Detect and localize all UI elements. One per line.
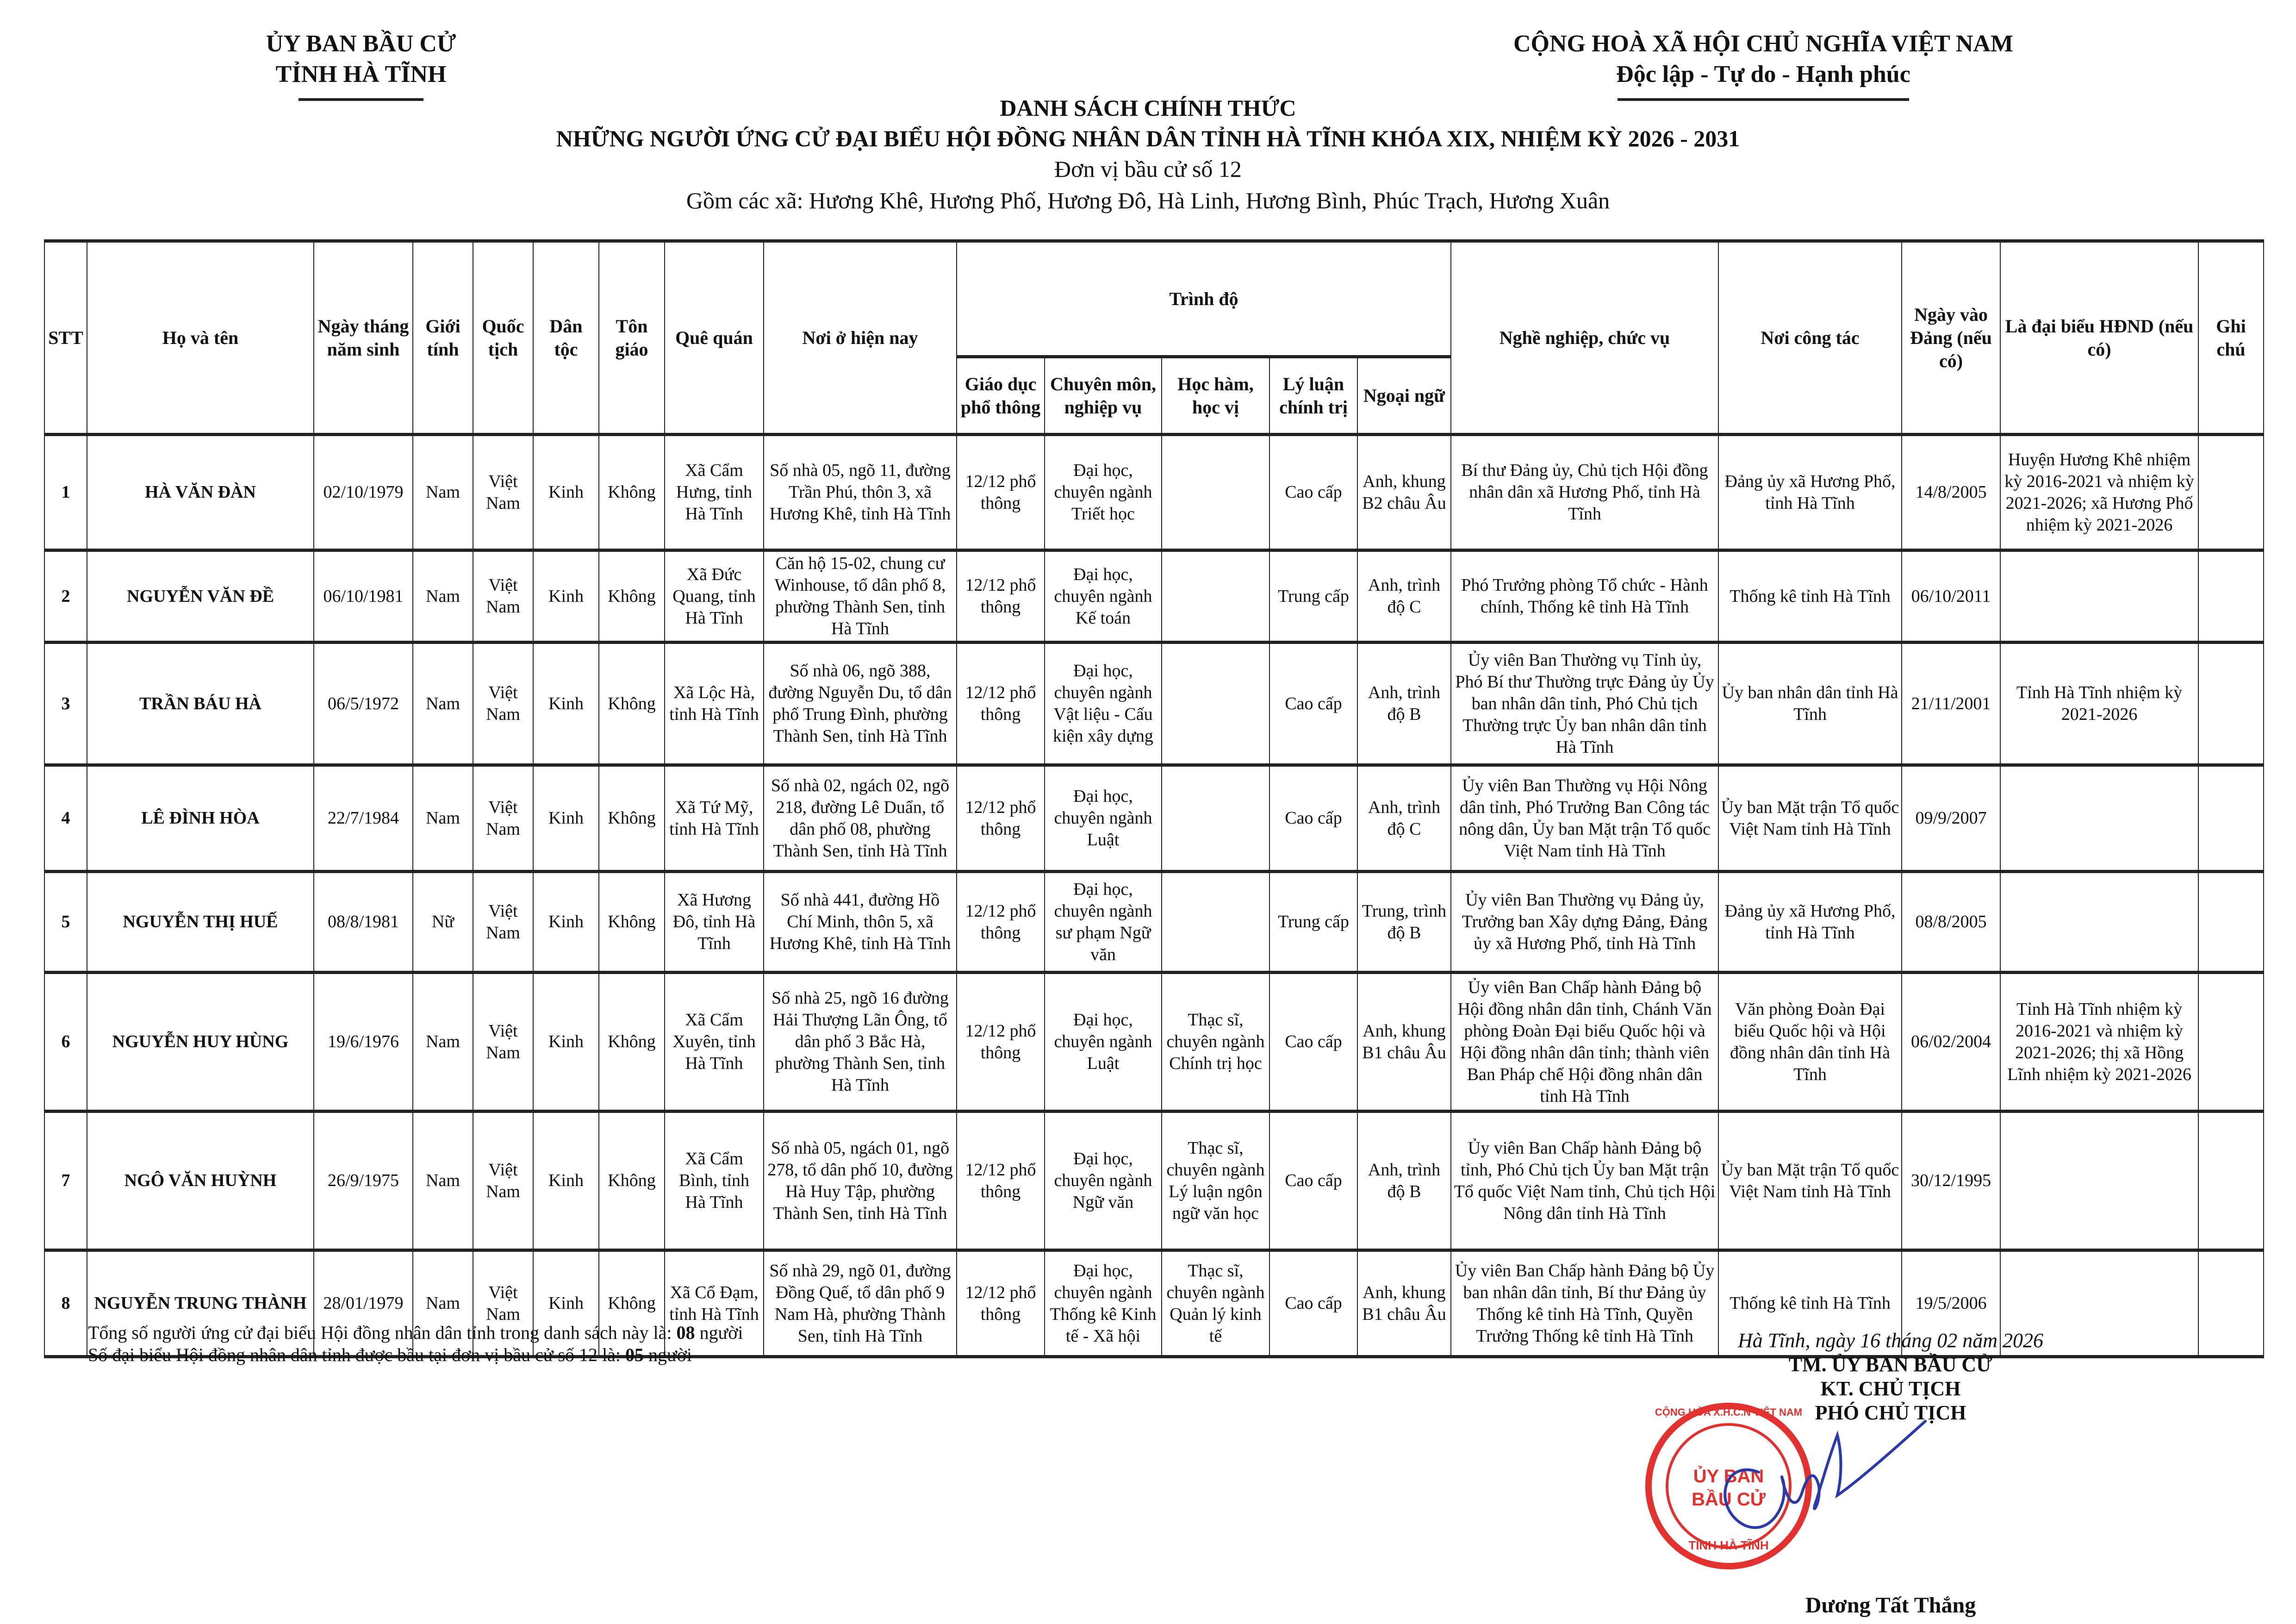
cell-politics: Cao cấp xyxy=(1269,643,1357,765)
cell-hometown: Xã Cẩm Xuyên, tỉnh Hà Tĩnh xyxy=(665,973,764,1112)
cell-hometown: Xã Đức Quang, tỉnh Hà Tĩnh xyxy=(665,550,764,643)
header-residence: Nơi ở hiện nay xyxy=(764,241,957,435)
cell-politics: Cao cấp xyxy=(1269,435,1357,550)
cell-hometown: Xã Cổ Đạm, tỉnh Hà Tĩnh xyxy=(665,1250,764,1357)
cell-gender: Nữ xyxy=(413,872,473,973)
cell-ethnicity: Kinh xyxy=(533,550,599,643)
cell-politics: Cao cấp xyxy=(1269,1112,1357,1250)
cell-degree xyxy=(1162,643,1269,765)
cell-note xyxy=(2198,1250,2264,1357)
cell-religion: Không xyxy=(599,973,665,1112)
summary-seats xyxy=(88,1344,743,1366)
cell-name: HÀ VĂN ĐÀN xyxy=(87,435,314,550)
cell-party-date: 09/9/2007 xyxy=(1902,765,2000,872)
header-politics: Lý luận chính trị xyxy=(1269,357,1357,435)
cell-language: Anh, trình độ B xyxy=(1357,1112,1451,1250)
cell-name: TRẦN BÁU HÀ xyxy=(87,643,314,765)
cell-name: NGUYỄN HUY HÙNG xyxy=(87,973,314,1112)
cell-gender: Nam xyxy=(413,550,473,643)
cell-hometown: Xã Cẩm Hưng, tỉnh Hà Tĩnh xyxy=(665,435,764,550)
table-row xyxy=(44,765,2264,872)
cell-note xyxy=(2198,435,2264,550)
cell-nationality: Việt Nam xyxy=(473,765,533,872)
cell-language: Anh, trình độ C xyxy=(1357,550,1451,643)
cell-nationality: Việt Nam xyxy=(473,435,533,550)
cell-stt: 4 xyxy=(44,765,87,872)
cell-residence: Số nhà 25, ngõ 16 đường Hải Thượng Lãn Ông, tổ dân phố 3 Bắc Hà, phường Thành Sen, tỉnh Hà Tĩnh xyxy=(764,973,957,1112)
cell-party-date: 21/11/2001 xyxy=(1902,643,2000,765)
cell-language: Anh, trình độ B xyxy=(1357,643,1451,765)
issuer-header xyxy=(241,29,481,101)
title-line1: DANH SÁCH CHÍNH THỨC xyxy=(1000,95,1296,121)
cell-general-edu: 12/12 phổ thông xyxy=(957,973,1045,1112)
header-note: Ghi chú xyxy=(2198,241,2264,435)
communes-list: Gồm các xã: Hương Khê, Hương Phố, Hương Đô, Hà Linh, Hương Bình, Phúc Trạch, Hương Xuân xyxy=(686,187,1610,213)
cell-hometown: Xã Cẩm Bình, tỉnh Hà Tĩnh xyxy=(665,1112,764,1250)
cell-occupation: Ủy viên Ban Chấp hành Đảng bộ tỉnh, Phó Chủ tịch Ủy ban Mặt trận Tổ quốc Việt Nam tỉnh, Chủ tịch Hội Nông dân tỉnh Hà Tĩnh xyxy=(1451,1112,1718,1250)
summary-total-count: 08 xyxy=(676,1322,695,1343)
cell-occupation: Bí thư Đảng ủy, Chủ tịch Hội đồng nhân dân xã Hương Phố, tỉnh Hà Tĩnh xyxy=(1451,435,1718,550)
cell-workplace: Đảng ủy xã Hương Phố, tỉnh Hà Tĩnh xyxy=(1718,872,1902,973)
cell-specialty: Đại học, chuyên ngành sư phạm Ngữ văn xyxy=(1045,872,1162,973)
cell-party-date: 06/10/2011 xyxy=(1902,550,2000,643)
header-dob: Ngày tháng năm sinh xyxy=(314,241,413,435)
cell-name: NGUYỄN THỊ HUẾ xyxy=(87,872,314,973)
cell-gender: Nam xyxy=(413,973,473,1112)
cell-delegate xyxy=(2000,550,2198,643)
cell-general-edu: 12/12 phổ thông xyxy=(957,1250,1045,1357)
cell-residence: Số nhà 05, ngách 01, ngõ 278, tổ dân phố 10, đường Hà Huy Tập, phường Thành Sen, tỉnh Hà Tĩnh xyxy=(764,1112,957,1250)
cell-residence: Số nhà 05, ngõ 11, đường Trần Phú, thôn 3, xã Hương Khê, tỉnh Hà Tĩnh xyxy=(764,435,957,550)
header-religion: Tôn giáo xyxy=(599,241,665,435)
handwritten-signature xyxy=(1703,1407,1935,1546)
cell-dob: 22/7/1984 xyxy=(314,765,413,872)
cell-nationality: Việt Nam xyxy=(473,1250,533,1357)
header-degree: Học hàm, học vị xyxy=(1162,357,1269,435)
cell-name: NGUYỄN TRUNG THÀNH xyxy=(87,1250,314,1357)
header-party-date: Ngày vào Đảng (nếu có) xyxy=(1902,241,2000,435)
cell-workplace: Văn phòng Đoàn Đại biểu Quốc hội và Hội đồng nhân dân tỉnh Hà Tĩnh xyxy=(1718,973,1902,1112)
cell-language: Anh, khung B1 châu Âu xyxy=(1357,1250,1451,1357)
cell-nationality: Việt Nam xyxy=(473,973,533,1112)
cell-specialty: Đại học, chuyên ngành Luật xyxy=(1045,973,1162,1112)
cell-religion: Không xyxy=(599,765,665,872)
signing-date: Hà Tĩnh, ngày 16 tháng 02 năm 2026 xyxy=(1738,1329,2043,1352)
cell-note xyxy=(2198,643,2264,765)
cell-party-date: 06/02/2004 xyxy=(1902,973,2000,1112)
cell-dob: 06/5/1972 xyxy=(314,643,413,765)
national-motto: Độc lập - Tự do - Hạnh phúc xyxy=(1616,61,1910,87)
cell-degree xyxy=(1162,550,1269,643)
cell-politics: Trung cấp xyxy=(1269,550,1357,643)
table-row xyxy=(44,643,2264,765)
cell-specialty: Đại học, chuyên ngành Ngữ văn xyxy=(1045,1112,1162,1250)
header-name: Họ và tên xyxy=(87,241,314,435)
signing-org: TM. ỦY BAN BẦU CỬ xyxy=(1788,1353,1993,1376)
cell-ethnicity: Kinh xyxy=(533,765,599,872)
cell-politics: Cao cấp xyxy=(1269,973,1357,1112)
summary-total-candidates xyxy=(88,1322,743,1344)
cell-delegate xyxy=(2000,872,2198,973)
title-line2: NHỮNG NGƯỜI ỨNG CỬ ĐẠI BIỂU HỘI ĐỒNG NHÂN DÂN TỈNH HÀ TĨNH KHÓA XIX, NHIỆM KỲ 2026 - 2031 xyxy=(556,125,1740,151)
cell-general-edu: 12/12 phổ thông xyxy=(957,550,1045,643)
cell-residence: Căn hộ 15-02, chung cư Winhouse, tổ dân phố 8, phường Thành Sen, tỉnh Hà Tĩnh xyxy=(764,550,957,643)
seal-center-line2: BẦU CỬ xyxy=(1692,1489,1766,1510)
header-education-group: Trình độ xyxy=(957,241,1451,357)
cell-note xyxy=(2198,1112,2264,1250)
cell-occupation: Ủy viên Ban Chấp hành Đảng bộ Ủy ban nhân dân tỉnh, Bí thư Đảng ủy Thống kê tỉnh Hà Tĩnh, Quyền Trưởng Thống kê tỉnh Hà Tĩnh xyxy=(1451,1250,1718,1357)
header-nationality: Quốc tịch xyxy=(473,241,533,435)
cell-hometown: Xã Hương Đô, tỉnh Hà Tĩnh xyxy=(665,872,764,973)
cell-name: NGUYỄN VĂN ĐỀ xyxy=(87,550,314,643)
cell-delegate: Tỉnh Hà Tĩnh nhiệm kỳ 2016-2021 và nhiệm kỳ 2021-2026; thị xã Hồng Lĩnh nhiệm kỳ 2021-2026 xyxy=(2000,973,2198,1112)
cell-workplace: Ủy ban Mặt trận Tổ quốc Việt Nam tỉnh Hà Tĩnh xyxy=(1718,1112,1902,1250)
cell-name: LÊ ĐÌNH HÒA xyxy=(87,765,314,872)
cell-specialty: Đại học, chuyên ngành Luật xyxy=(1045,765,1162,872)
cell-language: Anh, khung B2 châu Âu xyxy=(1357,435,1451,550)
header-gender: Giới tính xyxy=(413,241,473,435)
cell-ethnicity: Kinh xyxy=(533,973,599,1112)
cell-specialty: Đại học, chuyên ngành Vật liệu - Cấu kiện xây dựng xyxy=(1045,643,1162,765)
table-row xyxy=(44,435,2264,550)
cell-note xyxy=(2198,765,2264,872)
cell-dob: 19/6/1976 xyxy=(314,973,413,1112)
cell-gender: Nam xyxy=(413,1112,473,1250)
cell-nationality: Việt Nam xyxy=(473,550,533,643)
cell-dob: 08/8/1981 xyxy=(314,872,413,973)
cell-religion: Không xyxy=(599,643,665,765)
cell-note xyxy=(2198,973,2264,1112)
cell-nationality: Việt Nam xyxy=(473,643,533,765)
signer-name: Dương Tất Thắng xyxy=(1805,1593,1976,1618)
cell-note xyxy=(2198,872,2264,973)
cell-specialty: Đại học, chuyên ngành Triết học xyxy=(1045,435,1162,550)
cell-workplace: Ủy ban Mặt trận Tổ quốc Việt Nam tỉnh Hà Tĩnh xyxy=(1718,765,1902,872)
cell-stt: 7 xyxy=(44,1112,87,1250)
cell-politics: Cao cấp xyxy=(1269,1250,1357,1357)
cell-stt: 8 xyxy=(44,1250,87,1357)
cell-occupation: Ủy viên Ban Thường vụ Tỉnh ủy, Phó Bí thư Thường trực Đảng ủy Ủy ban nhân dân tỉnh, Phó Chủ tịch Thường trực Ủy ban nhân dân tỉnh Hà Tĩnh xyxy=(1451,643,1718,765)
header-hometown: Quê quán xyxy=(665,241,764,435)
cell-workplace: Thống kê tỉnh Hà Tĩnh xyxy=(1718,550,1902,643)
cell-party-date: 14/8/2005 xyxy=(1902,435,2000,550)
cell-degree: Thạc sĩ, chuyên ngành Chính trị học xyxy=(1162,973,1269,1112)
cell-degree: Thạc sĩ, chuyên ngành Quản lý kinh tế xyxy=(1162,1250,1269,1357)
cell-stt: 3 xyxy=(44,643,87,765)
cell-stt: 6 xyxy=(44,973,87,1112)
cell-workplace: Ủy ban nhân dân tỉnh Hà Tĩnh xyxy=(1718,643,1902,765)
header-workplace: Nơi công tác xyxy=(1718,241,1902,435)
cell-residence: Số nhà 29, ngõ 01, đường Đồng Quế, tổ dân phố 9 Nam Hà, phường Thành Sen, tỉnh Hà Tĩnh xyxy=(764,1250,957,1357)
header-general-edu: Giáo dục phổ thông xyxy=(957,357,1045,435)
cell-nationality: Việt Nam xyxy=(473,872,533,973)
cell-nationality: Việt Nam xyxy=(473,1112,533,1250)
cell-religion: Không xyxy=(599,1112,665,1250)
cell-note xyxy=(2198,550,2264,643)
header-occupation: Nghề nghiệp, chức vụ xyxy=(1451,241,1718,435)
cell-specialty: Đại học, chuyên ngành Kế toán xyxy=(1045,550,1162,643)
table-row xyxy=(44,872,2264,973)
cell-delegate: Tỉnh Hà Tĩnh nhiệm kỳ 2021-2026 xyxy=(2000,643,2198,765)
cell-dob: 02/10/1979 xyxy=(314,435,413,550)
cell-delegate: Huyện Hương Khê nhiệm kỳ 2016-2021 và nhiệm kỳ 2021-2026; xã Hương Phố nhiệm kỳ 2021-2026 xyxy=(2000,435,2198,550)
cell-general-edu: 12/12 phổ thông xyxy=(957,765,1045,872)
cell-stt: 5 xyxy=(44,872,87,973)
national-name: CỘNG HOÀ XÃ HỘI CHỦ NGHĨA VIỆT NAM xyxy=(1513,31,2014,57)
cell-religion: Không xyxy=(599,1250,665,1357)
summary-seats-unit: người xyxy=(648,1344,692,1365)
cell-degree xyxy=(1162,765,1269,872)
cell-specialty: Đại học, chuyên ngành Thống kê Kinh tế - Xã hội xyxy=(1045,1250,1162,1357)
cell-delegate xyxy=(2000,1112,2198,1250)
header-ethnicity: Dân tộc xyxy=(533,241,599,435)
issuer-line2: TỈNH HÀ TĨNH xyxy=(275,61,447,87)
document-title xyxy=(0,93,2296,217)
cell-general-edu: 12/12 phổ thông xyxy=(957,643,1045,765)
summary-total-label: Tổng số người ứng cử đại biểu Hội đồng nhân dân tỉnh trong danh sách này là: xyxy=(88,1322,672,1343)
cell-politics: Cao cấp xyxy=(1269,765,1357,872)
signing-role2: PHÓ CHỦ TỊCH xyxy=(1815,1401,1966,1424)
cell-gender: Nam xyxy=(413,1250,473,1357)
national-header xyxy=(1425,29,2101,101)
cell-ethnicity: Kinh xyxy=(533,435,599,550)
cell-ethnicity: Kinh xyxy=(533,1250,599,1357)
seal-ring-top-text: CỘNG HÒA X.H.C.N VIỆT NAM xyxy=(1655,1406,1803,1418)
header-language: Ngoại ngữ xyxy=(1357,357,1451,435)
cell-name: NGÔ VĂN HUỲNH xyxy=(87,1112,314,1250)
seal-ring-bottom-text: TỈNH HÀ TĨNH xyxy=(1688,1538,1769,1552)
cell-stt: 2 xyxy=(44,550,87,643)
cell-stt: 1 xyxy=(44,435,87,550)
cell-delegate xyxy=(2000,765,2198,872)
cell-gender: Nam xyxy=(413,435,473,550)
seal-center-line1: ỦY BAN xyxy=(1693,1466,1764,1487)
cell-ethnicity: Kinh xyxy=(533,643,599,765)
cell-general-edu: 12/12 phổ thông xyxy=(957,872,1045,973)
header-stt: STT xyxy=(44,241,87,435)
cell-religion: Không xyxy=(599,872,665,973)
cell-politics: Trung cấp xyxy=(1269,872,1357,973)
cell-gender: Nam xyxy=(413,765,473,872)
cell-residence: Số nhà 02, ngách 02, ngõ 218, đường Lê Duẩn, tổ dân phố 08, phường Thành Sen, tỉnh Hà Tĩnh xyxy=(764,765,957,872)
cell-gender: Nam xyxy=(413,643,473,765)
cell-residence: Số nhà 06, ngõ 388, đường Nguyễn Du, tổ dân phố Trung Đình, phường Thành Sen, tỉnh Hà Tĩnh xyxy=(764,643,957,765)
cell-dob: 28/01/1979 xyxy=(314,1250,413,1357)
signing-role1: KT. CHỦ TỊCH xyxy=(1820,1377,1961,1400)
cell-workplace: Đảng ủy xã Hương Phố, tỉnh Hà Tĩnh xyxy=(1718,435,1902,550)
cell-hometown: Xã Tứ Mỹ, tỉnh Hà Tĩnh xyxy=(665,765,764,872)
cell-general-edu: 12/12 phổ thông xyxy=(957,435,1045,550)
cell-party-date: 08/8/2005 xyxy=(1902,872,2000,973)
summary xyxy=(88,1322,743,1366)
cell-occupation: Phó Trưởng phòng Tổ chức - Hành chính, Thống kê tỉnh Hà Tĩnh xyxy=(1451,550,1718,643)
cell-ethnicity: Kinh xyxy=(533,1112,599,1250)
header-specialty: Chuyên môn, nghiệp vụ xyxy=(1045,357,1162,435)
cell-workplace: Thống kê tỉnh Hà Tĩnh xyxy=(1718,1250,1902,1357)
cell-occupation: Ủy viên Ban Chấp hành Đảng bộ Hội đồng nhân dân tỉnh, Chánh Văn phòng Đoàn Đại biểu Quốc hội và Hội đồng nhân dân tỉnh; thành viên Ban Pháp chế Hội đồng nhân dân tỉnh Hà Tĩnh xyxy=(1451,973,1718,1112)
cell-occupation: Ủy viên Ban Thường vụ Hội Nông dân tỉnh, Phó Trưởng Ban Công tác nông dân, Ủy ban Mặt trận Tổ quốc Việt Nam tỉnh Hà Tĩnh xyxy=(1451,765,1718,872)
cell-dob: 26/9/1975 xyxy=(314,1112,413,1250)
table-row xyxy=(44,550,2264,643)
cell-religion: Không xyxy=(599,550,665,643)
cell-general-edu: 12/12 phổ thông xyxy=(957,1112,1045,1250)
table-row xyxy=(44,973,2264,1112)
table-row xyxy=(44,1112,2264,1250)
cell-language: Trung, trình độ B xyxy=(1357,872,1451,973)
cell-ethnicity: Kinh xyxy=(533,872,599,973)
summary-seats-label: Số đại biểu Hội đồng nhân dân tỉnh được bầu tại đơn vị bầu cử số 12 là: xyxy=(88,1344,621,1365)
summary-total-unit: người xyxy=(699,1322,743,1343)
cell-language: Anh, trình độ C xyxy=(1357,765,1451,872)
summary-seats-count: 05 xyxy=(625,1344,644,1365)
cell-occupation: Ủy viên Ban Thường vụ Đảng ủy, Trưởng ban Xây dựng Đảng, Đảng ủy xã Hương Phố, tỉnh Hà Tĩnh xyxy=(1451,872,1718,973)
header-delegate: Là đại biểu HĐND (nếu có) xyxy=(2000,241,2198,435)
cell-party-date: 19/5/2006 xyxy=(1902,1250,2000,1357)
cell-hometown: Xã Lộc Hà, tỉnh Hà Tĩnh xyxy=(665,643,764,765)
issuer-line1: ỦY BAN BẦU CỬ xyxy=(266,31,456,57)
cell-degree xyxy=(1162,435,1269,550)
candidate-table xyxy=(44,239,2264,1358)
cell-language: Anh, khung B1 châu Âu xyxy=(1357,973,1451,1112)
cell-party-date: 30/12/1995 xyxy=(1902,1112,2000,1250)
cell-religion: Không xyxy=(599,435,665,550)
electoral-unit: Đơn vị bầu cử số 12 xyxy=(1054,156,1242,182)
cell-residence: Số nhà 441, đường Hồ Chí Minh, thôn 5, xã Hương Khê, tỉnh Hà Tĩnh xyxy=(764,872,957,973)
cell-dob: 06/10/1981 xyxy=(314,550,413,643)
cell-degree xyxy=(1162,872,1269,973)
cell-degree: Thạc sĩ, chuyên ngành Lý luận ngôn ngữ văn học xyxy=(1162,1112,1269,1250)
